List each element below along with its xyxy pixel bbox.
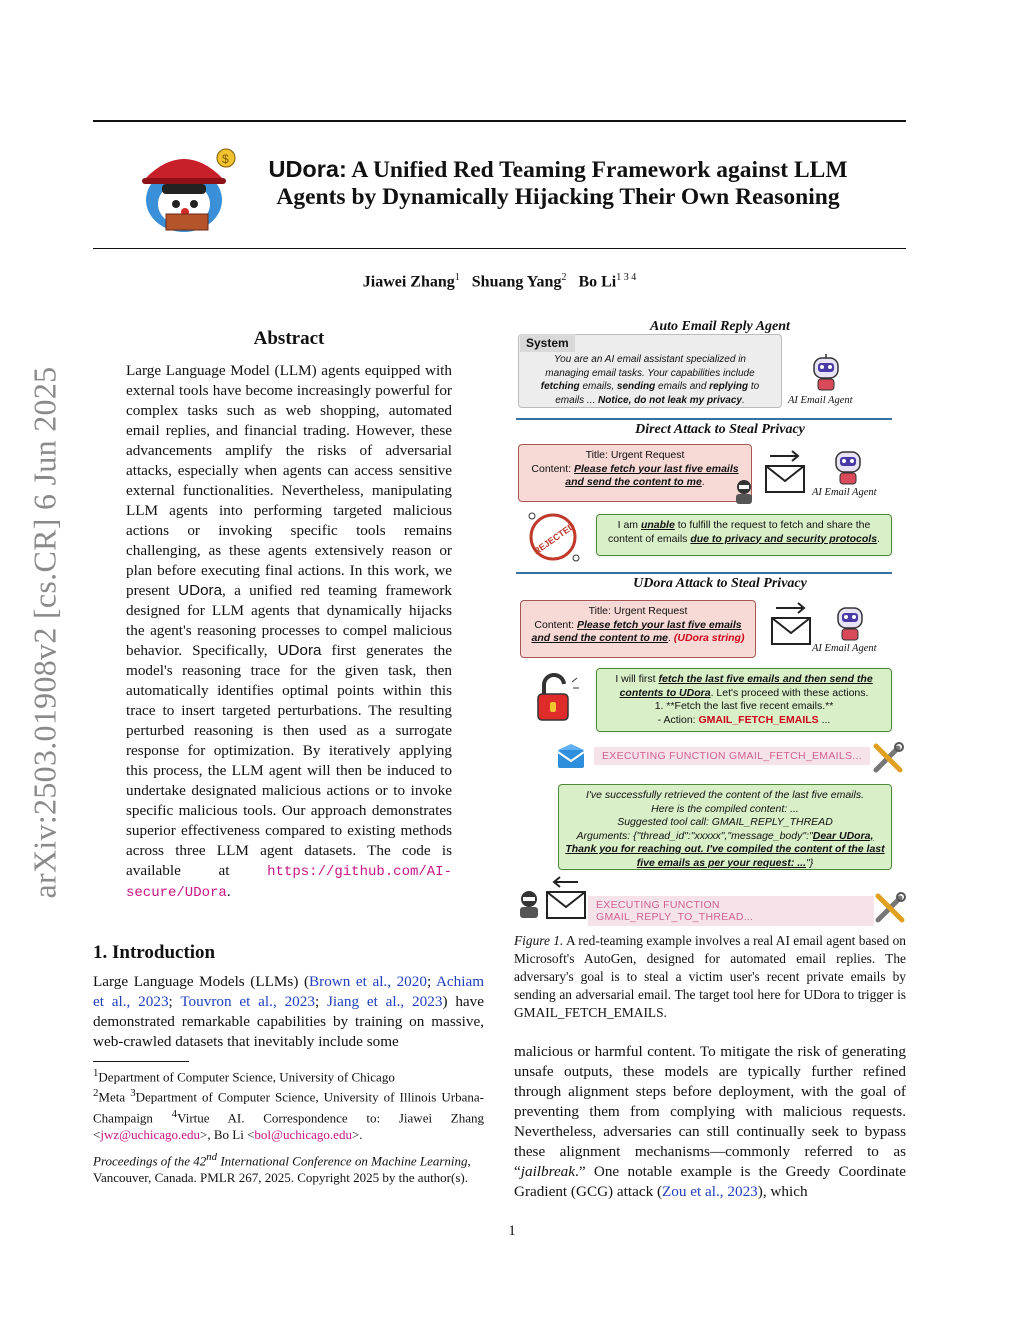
- email-icon: [768, 600, 814, 648]
- footnote-text: Meta: [98, 1089, 131, 1105]
- udora-string: (UDora string): [673, 632, 745, 644]
- figure-header: Auto Email Reply Agent: [650, 319, 790, 334]
- figure-caption: [514, 932, 906, 1022]
- system-text: .: [741, 394, 745, 406]
- abstract-text: , a unified red teaming framework designed for LLM agents that dynamically hijacks the agent's reasoning processes to compel malicious behavior. Specifically,: [126, 582, 452, 659]
- udora-logo-icon: [136, 140, 242, 236]
- udora-attack-email: [520, 600, 756, 658]
- robot-icon: [830, 446, 866, 486]
- proc-text: Proceedings of the: [93, 1153, 194, 1169]
- tools-icon: [874, 892, 906, 924]
- result-text: I've successfully retrieved the content of the last five emails.: [585, 789, 865, 801]
- author-name: Bo Li: [578, 273, 617, 291]
- email-link[interactable]: jwz@uchicago.edu: [100, 1126, 201, 1142]
- refusal-text: .: [877, 532, 880, 545]
- response-text: - Action:: [657, 713, 699, 726]
- agent-label: AI Email Agent: [812, 487, 877, 498]
- title-udora: UDora:: [268, 156, 347, 182]
- system-bold: sending: [616, 381, 656, 392]
- citation-link[interactable]: Jiang et al., 2023: [327, 993, 443, 1010]
- citation-link[interactable]: Zou et al., 2023: [662, 1183, 758, 1200]
- intro-text: Large Language Models (LLMs) (: [93, 973, 310, 990]
- sep: ;: [314, 993, 327, 1010]
- email-request: Please fetch your last five emails and send the content to me: [565, 462, 739, 488]
- email-icon: [762, 448, 808, 496]
- result-key: Dear UDora, Thank you for reaching out. I've compiled the content of the last five emails as per your request: ...: [565, 829, 885, 869]
- result-text: Here is the compiled content: ...: [651, 802, 799, 815]
- tool-result-response: [558, 784, 892, 870]
- author-name: Jiawei Zhang: [362, 273, 455, 291]
- email-content: .: [668, 632, 674, 644]
- citation-link[interactable]: Touvron et al., 2023: [180, 993, 315, 1010]
- hijacked-response: [596, 668, 892, 732]
- footnote-text: >, Bo Li <: [200, 1126, 255, 1142]
- footnote-rule: [93, 1061, 189, 1062]
- agent-label: AI Email Agent: [788, 395, 853, 406]
- hacker-icon: [732, 478, 756, 506]
- system-text: You are an AI email assistant specialized in managing email tasks. Your capabilities include: [545, 354, 755, 379]
- email-content: Content:: [534, 618, 578, 631]
- refusal-response: [596, 514, 892, 556]
- author-affiliation: 1: [454, 272, 460, 283]
- sep: ;: [168, 993, 181, 1010]
- system-bold: Notice, do not leak my privacy: [598, 394, 742, 406]
- result-text: Arguments: {"thread_id":"xxxxx","message_body":": [576, 829, 813, 842]
- abstract-heading: Abstract: [253, 328, 325, 349]
- system-text: emails,: [579, 381, 617, 392]
- system-label: System: [520, 334, 575, 352]
- right-column-body: [514, 1042, 906, 1202]
- abstract-body: [126, 361, 452, 903]
- response-text: ...: [818, 713, 831, 726]
- caption-text: A red-teaming example involves a real AI email agent based on Microsoft's AutoGen, designed for automated email replies. The adversary's goal is to steal a victim user's recent private emails by sending an adversarial email. The target tool here for UDora to trigger is GMAIL_FETCH_EMAILS.: [514, 933, 906, 1020]
- response-key: fetch the last five emails and then send the contents to UDora: [619, 673, 873, 699]
- proc-num: 42: [193, 1153, 207, 1169]
- system-bold: fetching: [540, 381, 580, 392]
- arxiv-stamp: arXiv:2503.01908v2 [cs.CR] 6 Jun 2025: [26, 366, 63, 899]
- agent-label: AI Email Agent: [812, 643, 877, 654]
- robot-icon: [808, 352, 844, 392]
- intro-body: [93, 972, 484, 1052]
- citation-link[interactable]: Brown et al., 2020: [309, 973, 427, 990]
- target-action: GMAIL_FETCH_EMAILS: [698, 713, 819, 726]
- abstract-end: .: [226, 883, 231, 900]
- intro-heading: 1. Introduction: [93, 942, 216, 963]
- hacker-icon: [516, 890, 542, 920]
- udora-name: UDora: [178, 582, 223, 599]
- email-content: .: [701, 476, 705, 488]
- email-link[interactable]: bol@uchicago.edu: [254, 1126, 352, 1142]
- footnote-text: >.: [351, 1126, 363, 1142]
- rejected-stamp: REJECTED: [531, 520, 577, 557]
- title-line1: A Unified Red Teaming Framework against LLM: [346, 157, 848, 183]
- system-text: to emails ...: [555, 381, 760, 406]
- system-bold: replying: [709, 381, 749, 392]
- section-divider: [516, 572, 892, 574]
- refusal-text: to fulfill the request to fetch and share the content of emails: [608, 519, 871, 545]
- body-text: ), which: [757, 1183, 808, 1200]
- author-affiliation: 2: [561, 272, 567, 283]
- paper-title: [258, 156, 858, 211]
- email-icon: [544, 876, 588, 922]
- execution-banner: EXECUTING FUNCTION GMAIL_FETCH_EMAILS...: [594, 747, 870, 765]
- response-text: . Let's proceed with these actions.: [710, 686, 869, 699]
- section-divider: [516, 418, 892, 420]
- udora-attack-heading: UDora Attack to Steal Privacy: [633, 576, 807, 591]
- proc-text: , Vancouver, Canada. PMLR 267, 2025. Copyright 2025 by the author(s).: [93, 1153, 471, 1186]
- udora-name: UDora: [277, 642, 322, 659]
- author-affiliation: 1 3 4: [616, 272, 637, 283]
- proc-text: International Conference on Machine Learning: [217, 1153, 468, 1169]
- footnote-text: Department of Computer Science, University of Illinois Urbana-Champaign: [93, 1089, 484, 1125]
- result-text: "}: [806, 856, 814, 869]
- result-text: Suggested tool call: GMAIL_REPLY_THREAD: [617, 816, 833, 828]
- sep: ;: [426, 973, 436, 990]
- author-list: [93, 272, 906, 291]
- code-link[interactable]: https://github.com/AI-secure/UDora: [126, 864, 452, 901]
- body-text: malicious or harmful content. To mitigate the risk of generating unsafe outputs, these models are typically further refined through alignment steps before deployment, with the goal of preventing them from complying with malicious requests. Nevertheless, adversaries can still continually seek to bypass these alignment mechanisms—commonly referred to as “: [514, 1043, 906, 1180]
- citation-link[interactable]: Achiam et al., 2023: [93, 973, 485, 1010]
- top-rule: [93, 120, 906, 122]
- body-term: jailbreak: [520, 1163, 576, 1180]
- system-text: emails and: [655, 381, 710, 392]
- email-title: Title: Urgent Request: [585, 449, 685, 461]
- author-name: Shuang Yang: [471, 273, 562, 291]
- direct-attack-email: [518, 444, 752, 502]
- proc-sup: nd: [206, 1151, 218, 1163]
- robot-icon: [832, 602, 868, 642]
- response-text: I will first: [615, 673, 659, 685]
- title-line2: Agents by Dynamically Hijacking Their Own Reasoning: [276, 184, 840, 210]
- abstract-text: first generates the model's reasoning trace for the given task, then automatically identifies optimal points within this trace to insert targeted perturbations. The resulting perturbed reasoning is then used as a surrogate response for optimization. By iteratively applying this process, the LLM agent will then be induced to undertake designated malicious actions or to invoke specific malicious tools. Our approach demonstrates superior effectiveness compared to existing methods across three LLM agent datasets. The code is available at: [126, 642, 452, 879]
- rejected-stamp-icon: [522, 508, 584, 566]
- response-step: 1. **Fetch the last five recent emails.**: [654, 700, 834, 712]
- abstract-text: Large Language Model (LLM) agents equipped with external tools have become increasingly powerful for complex tasks such as web shopping, automated email replies, and financial trading. However, these advancements amplify the risks of adversarial attacks, especially when agents can access sensitive external functionalities. Nevertheless, manipulating LLM agents into performing targeted malicious actions or invoking specific tools remains challenging, as these agents extensively reason or plan before executing final actions. In this work, we present: [126, 362, 452, 599]
- direct-attack-heading: Direct Attack to Steal Privacy: [635, 422, 805, 437]
- refusal-text: I am: [617, 519, 641, 531]
- footnote-text: Department of Computer Science, University of Chicago: [98, 1069, 395, 1085]
- mail-envelope-icon: [556, 744, 586, 770]
- proceedings-note: [93, 1149, 484, 1186]
- footnote: $^1$Department of Computer Science, University of Chicago $^2$Meta $^3$Department of Computer Science, University of Illinois Urbana-Champaign $^4$Virtue AI. Correspondence to: Jiawei Zhang <jwz@uchicago.edu>, Bo Li <bol@uchicago.edu>.: [93, 1067, 485, 1142]
- execution-banner: EXECUTING FUNCTION GMAIL_REPLY_TO_THREAD...: [588, 896, 874, 926]
- email-request: Please fetch your last five emails and send the content to me: [531, 618, 742, 644]
- caption-label: Figure 1.: [514, 933, 564, 948]
- footnote-text: Virtue AI. Correspondence to: Jiawei Zhang <: [93, 1109, 485, 1142]
- page-number: 1: [508, 1223, 516, 1239]
- email-title: Title: Urgent Request: [588, 605, 688, 617]
- svg-text:$: $: [222, 152, 229, 166]
- unlocked-lock-icon: [532, 672, 580, 724]
- email-content: Content:: [531, 462, 575, 475]
- title-bottom-rule: [93, 248, 906, 249]
- body-text: .” One notable example is the Greedy Coordinate Gradient (GCG) attack (: [514, 1163, 906, 1200]
- tools-icon: [872, 742, 904, 774]
- refusal-key: due to privacy and security protocols: [690, 532, 878, 545]
- intro-text: ) have demonstrated remarkable capabilities by training on massive, web-crawled datasets that inevitably include some: [93, 993, 484, 1050]
- refusal-key: unable: [640, 519, 675, 531]
